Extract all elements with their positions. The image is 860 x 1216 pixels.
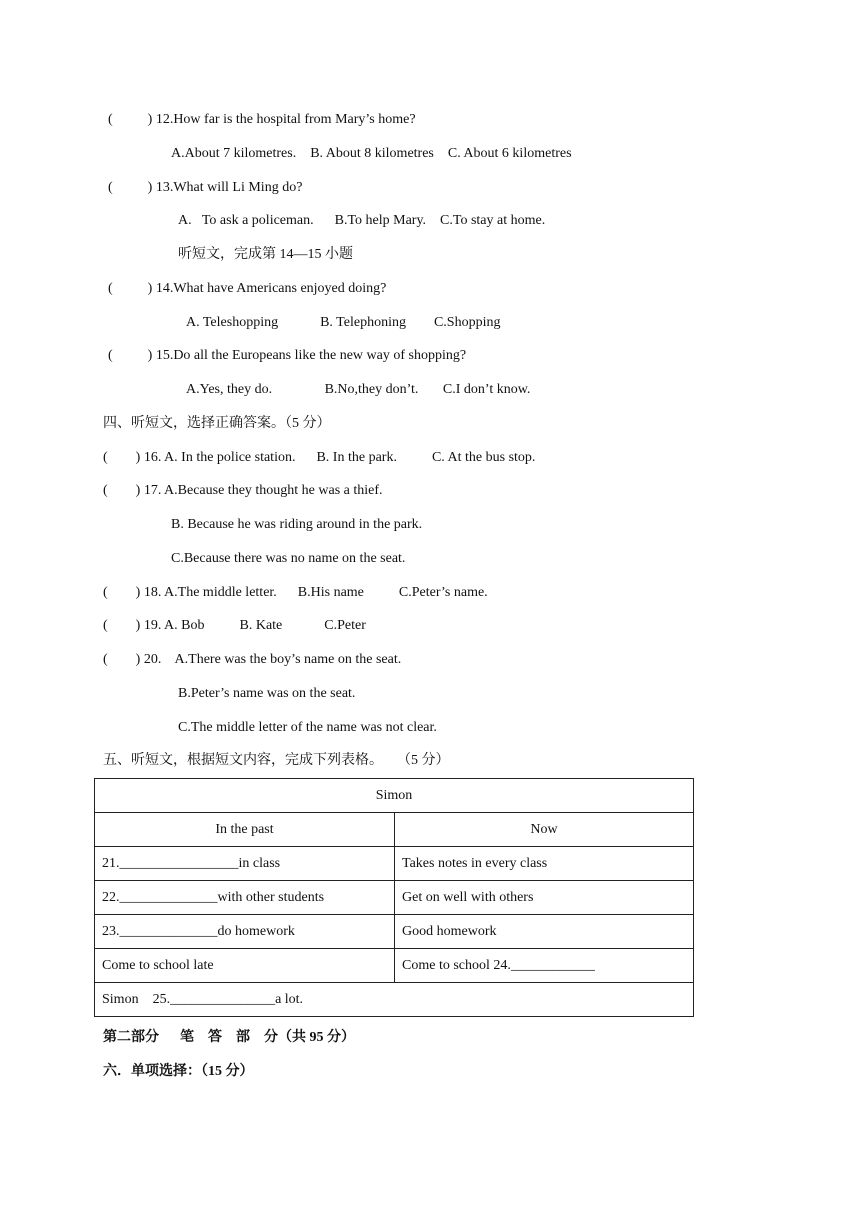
table-header-row [95, 813, 694, 847]
question-20: ( ) 20. A.There was the boy’s name on the seat. [103, 652, 402, 667]
question-13-options: A. To ask a policeman. B.To help Mary. C.To stay at home. [178, 213, 546, 228]
table-cell: 22.______________with other students [95, 881, 395, 915]
question-12-options: A.About 7 kilometres. B. About 8 kilometres C. About 6 kilometres [171, 146, 572, 161]
table-cell: Good homework [395, 915, 694, 949]
section-6-heading: 六．单项选择：（15 分） [103, 1064, 254, 1079]
table-cell: 23.______________do homework [95, 915, 395, 949]
table-title: Simon [95, 779, 694, 813]
table-footer-row [95, 983, 694, 1017]
table-cell: Takes notes in every class [395, 847, 694, 881]
table-row [95, 881, 694, 915]
question-14: ( ) 14.What have Americans enjoyed doing? [108, 281, 387, 296]
table-cell: Come to school late [95, 949, 395, 983]
table-cell: Come to school 24.____________ [395, 949, 694, 983]
table-title-row [95, 779, 694, 813]
question-13: ( ) 13.What will Li Ming do? [108, 180, 303, 195]
table-row [95, 949, 694, 983]
question-16: ( ) 16. A. In the police station. B. In the park. C. At the bus stop. [103, 450, 536, 465]
question-14-options: A. Teleshopping B. Telephoning C.Shopping [186, 315, 501, 330]
table-cell: Get on well with others [395, 881, 694, 915]
section-4-heading: 四、听短文，选择正确答案。（5 分） [103, 416, 331, 431]
question-17: ( ) 17. A.Because they thought he was a thief. [103, 483, 383, 498]
question-15: ( ) 15.Do all the Europeans like the new way of shopping? [108, 348, 467, 363]
question-17-option-c: C.Because there was no name on the seat. [171, 551, 406, 566]
question-20-option-b: B.Peter’s name was on the seat. [178, 686, 356, 701]
table-footer: Simon 25._______________a lot. [95, 983, 694, 1017]
table-cell: 21._________________in class [95, 847, 395, 881]
question-17-option-b: B. Because he was riding around in the park. [171, 517, 423, 532]
answer-table [94, 778, 694, 1017]
table-row [95, 915, 694, 949]
table-row [95, 847, 694, 881]
question-15-options: A.Yes, they do. B.No,they don’t. C.I don’t know. [186, 382, 531, 397]
question-12: ( ) 12.How far is the hospital from Mary’s home? [108, 112, 416, 127]
header-now: Now [395, 813, 694, 847]
section-5-heading: 五、听短文，根据短文内容，完成下列表格。 （5 分） [103, 753, 450, 768]
question-19: ( ) 19. A. Bob B. Kate C.Peter [103, 618, 366, 633]
question-20-option-c: C.The middle letter of the name was not clear. [178, 720, 437, 735]
question-18: ( ) 18. A.The middle letter. B.His name C.Peter’s name. [103, 585, 488, 600]
header-past: In the past [95, 813, 395, 847]
part-2-heading: 第二部分 笔 答 部 分（共 95 分） [103, 1030, 355, 1045]
listening-instruction-14-15: 听短文，完成第 14—15 小题 [178, 247, 353, 262]
